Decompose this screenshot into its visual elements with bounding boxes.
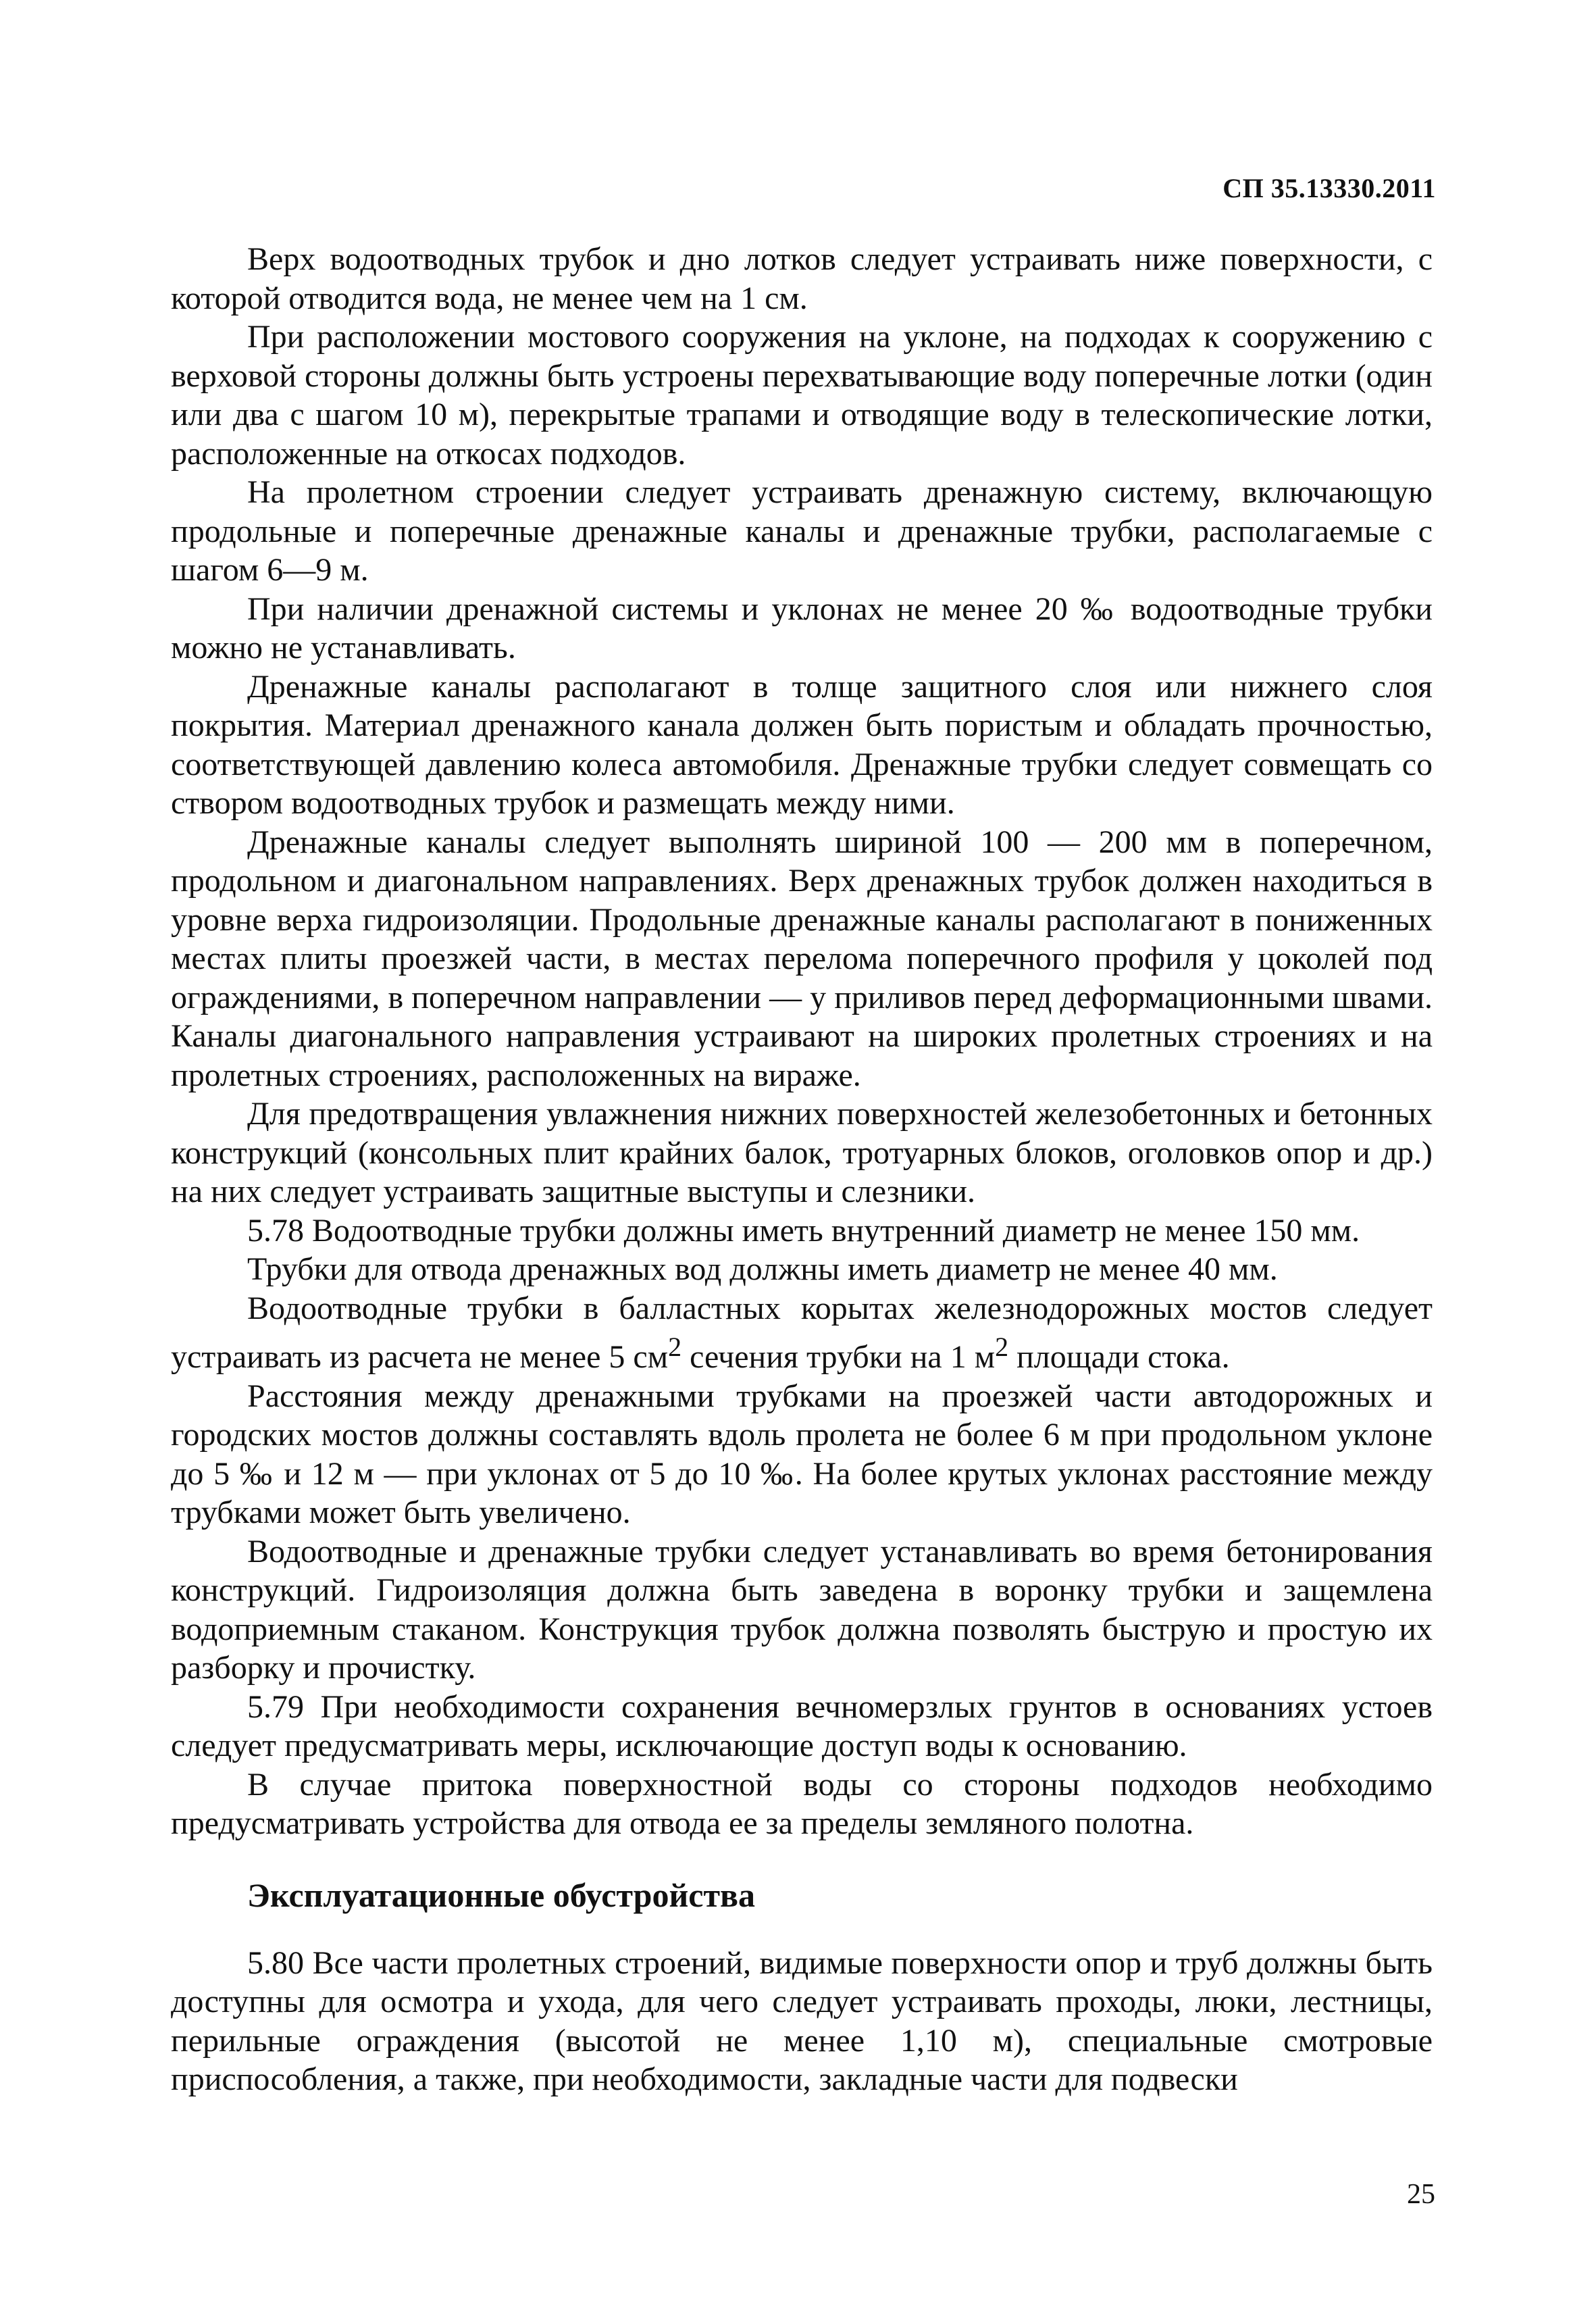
paragraph: При наличии дренажной системы и уклонах не менее 20 ‰ водоотводные трубки можно не устанавливать.: [171, 590, 1433, 665]
paragraph: Дренажные каналы следует выполнять шириной 100 — 200 мм в поперечном, продольном и диагональном направлениях. Верх дренажных трубок должен находиться в уровне верха гидроизоляции. Продольные дренажные каналы располагают в пониженных местах плиты проезжей части, в местах перелома поперечного профиля у цоколей под ограждениями, в поперечном направлении — у приливов перед деформационными швами. Каналы диагонального направления устраивают на широких пролетных строениях и на пролетных строениях, расположенных на вираже.: [171, 824, 1433, 1093]
paragraph: На пролетном строении следует устраивать дренажную систему, включающую продольные и поперечные дренажные каналы и дренажные трубки, располагаемые с шагом 6—9 м.: [171, 474, 1433, 588]
paragraph-text: площади стока.: [1008, 1339, 1230, 1375]
superscript: 2: [995, 1332, 1009, 1362]
document-code: СП 35.13330.2011: [1222, 173, 1436, 203]
paragraph-5-78: 5.78 Водоотводные трубки должны иметь внутренний диаметр не менее 150 мм.: [247, 1212, 1360, 1249]
paragraph: Расстояния между дренажными трубками на проезжей части автодорожных и городских мостов должны составлять вдоль пролета не более 6 м при продольном уклоне до 5 ‰ и 12 м — при уклонах от 5 до 10 ‰. На более крутых уклонах расстояние между трубками может быть увеличено.: [171, 1378, 1433, 1530]
paragraph: Трубки для отвода дренажных вод должны иметь диаметр не менее 40 мм.: [247, 1251, 1278, 1287]
superscript: 2: [668, 1332, 682, 1362]
paragraph-drain-area: [171, 1289, 1433, 1377]
page-number: 25: [1407, 2179, 1435, 2210]
paragraph: Водоотводные и дренажные трубки следует устанавливать во время бетонирования конструкций. Гидроизоляция должна быть заведена в воронку трубки и защемлена водоприемным стаканом. Конструкция трубок должна позволять быструю и простую их разборку и прочистку.: [171, 1533, 1433, 1686]
paragraph-5-79: 5.79 При необходимости сохранения вечномерзлых грунтов в основаниях устоев следует предусматривать меры, исключающие доступ воды к основанию.: [171, 1688, 1433, 1763]
body-text: [171, 240, 1433, 2099]
paragraph: При расположении мостового сооружения на уклоне, на подходах к сооружению с верховой стороны должны быть устроены перехватывающие воду поперечные лотки (один или два с шагом 10 м), перекрытые трапами и отводящие воду в телескопические лотки, расположенные на откосах подходов.: [171, 319, 1433, 472]
paragraph: Верх водоотводных трубок и дно лотков следует устраивать ниже поверхности, с которой отводится вода, не менее чем на 1 см.: [171, 241, 1433, 316]
paragraph: Дренажные каналы располагают в толще защитного слоя или нижнего слоя покрытия. Материал дренажного канала должен быть пористым и обладать прочностью, соответствующей давлению колеса автомобиля. Дренажные трубки следует совмещать со створом водоотводных трубок и размещать между ними.: [171, 668, 1433, 821]
paragraph-5-80: 5.80 Все части пролетных строений, видимые поверхности опор и труб должны быть доступны для осмотра и ухода, для чего следует устраивать проходы, люки, лестницы, перильные ограждения (высотой не менее 1,10 м), специальные смотровые приспособления, а также, при необходимости, закладные части для подвески: [171, 1944, 1433, 2097]
section-heading: Эксплуатационные обустройства: [247, 1876, 756, 1914]
paragraph-text: сечения трубки на 1 м: [681, 1339, 996, 1375]
paragraph: В случае притока поверхностной воды со стороны подходов необходимо предусматривать устройства для отвода ее за пределы земляного полотна.: [171, 1766, 1433, 1841]
paragraph: Для предотвращения увлажнения нижних поверхностей железобетонных и бетонных конструкций (консольных плит крайних балок, тротуарных блоков, оголовков опор и др.) на них следует устраивать защитные выступы и слезники.: [171, 1096, 1433, 1209]
paragraph-text: Водоотводные трубки в балластных корытах железнодорожных мостов следует устраивать из расчета не менее 5 см: [171, 1290, 1433, 1375]
